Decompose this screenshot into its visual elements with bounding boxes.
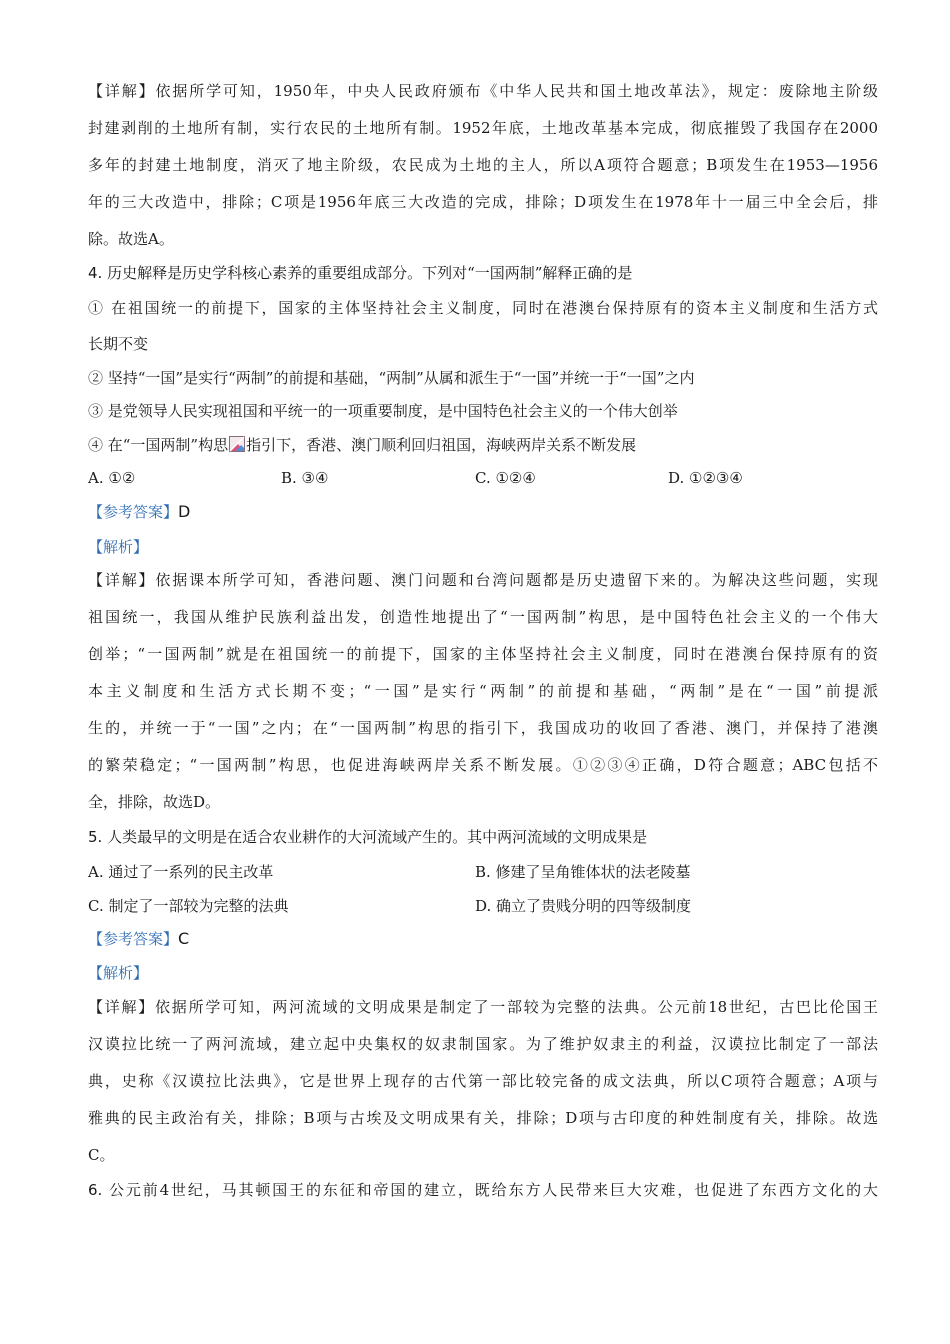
q3-detail-line-2: 封建剥削的土地所有制，实行农民的土地所有制。1952年底，土地改革基本完成，彻底摧毁了我国存在2000 <box>88 119 878 137</box>
q6-stem: 6. 公元前4世纪，马其顿国王的东征和帝国的建立，既给东方人民带来巨大灾难，也促进了东西方文化的大 <box>88 1181 878 1199</box>
q3-detail-line-3: 多年的封建土地制度，消灭了地主阶级，农民成为土地的主人，所以A项符合题意；B项发生在1953—1956 <box>88 156 878 174</box>
q5-detail-line-1: 【详解】依据所学可知，两河流域的文明成果是制定了一部较为完整的法典。公元前18世纪，古巴比伦国王 <box>88 998 878 1016</box>
q5-detail-line-3: 典，史称《汉谟拉比法典》，它是世界上现存的古代第一部比较完备的成文法典，所以C项符合题意；A项与 <box>88 1072 878 1090</box>
q4-detail-line-6: 的繁荣稳定；“一国两制”构思，也促进海峡两岸关系不断发展。①②③④正确，D符合题意；ABC包括不 <box>88 756 878 774</box>
q4-detail-line-7: 全，排除，故选D。 <box>88 793 221 811</box>
q4-number: 4 <box>88 264 98 282</box>
q4-option-b: B. ③④ <box>281 469 329 487</box>
q4-stem: 4. 历史解释是历史学科核心素养的重要组成部分。下列对“一国两制”解释正确的是 <box>88 264 633 282</box>
q4-item-2: ② 坚持“一国”是实行“两制”的前提和基础，“两制”从属和派生于“一国”并统一于“一国”之内 <box>88 369 695 387</box>
q4-item-3: ③ 是党领导人民实现祖国和平统一的一项重要制度，是中国特色社会主义的一个伟大创举 <box>88 402 678 420</box>
q5-detail-line-4: 雅典的民主政治有关，排除；B项与古埃及文明成果有关，排除；D项与古印度的种姓制度有关，排除。故选 <box>88 1109 878 1127</box>
q4-detail-line-1: 【详解】依据课本所学可知，香港问题、澳门问题和台湾问题都是历史遗留下来的。为解决这些问题，实现 <box>88 571 878 589</box>
q5-number: 5 <box>88 828 98 846</box>
q3-detail-line-4: 年的三大改造中，排除；C项是1956年底三大改造的完成，排除；D项发生在1978年十一届三中全会后，排 <box>88 193 878 211</box>
q3-detail-line-1: 【详解】依据所学可知，1950年，中央人民政府颁布《中华人民共和国土地改革法》，规定：废除地主阶级 <box>88 82 878 100</box>
q4-option-d: D. ①②③④ <box>668 469 743 487</box>
q4-detail-line-3: 创举；“一国两制”就是在祖国统一的前提下，国家的主体坚持社会主义制度，同时在港澳台保持原有的资 <box>88 645 878 663</box>
q4-item-1: ① 在祖国统一的前提下，国家的主体坚持社会主义制度，同时在港澳台保持原有的资本主义制度和生活方式 <box>88 299 878 317</box>
q5-answer: 【参考答案】C <box>88 929 190 948</box>
q4-answer: 【参考答案】D <box>88 502 191 521</box>
q4-option-c: C. ①②④ <box>475 469 536 487</box>
q5-analysis-heading: 【解析】 <box>88 964 149 982</box>
broken-image-icon <box>229 436 245 452</box>
q5-detail-line-2: 汉谟拉比统一了两河流域，建立起中央集权的奴隶制国家。为了维护奴隶主的利益，汉谟拉比制定了一部法 <box>88 1035 878 1053</box>
q5-option-a: A. 通过了一系列的民主改革 <box>88 863 274 881</box>
q4-item-4: ④ 在“一国两制”构思 指引下，香港、澳门顺利回归祖国，海峡两岸关系不断发展 <box>88 436 637 454</box>
q4-analysis-heading: 【解析】 <box>88 538 149 556</box>
q5-detail-line-5: C。 <box>88 1146 115 1164</box>
q4-detail-line-4: 本主义制度和生活方式长期不变；“一国”是实行“两制”的前提和基础，“两制”是在“一国”前提派 <box>88 682 878 700</box>
q3-detail-line-5: 除。故选A。 <box>88 230 174 248</box>
q4-option-a: A. ①② <box>88 469 136 487</box>
q4-detail-line-2: 祖国统一，我国从维护民族利益出发，创造性地提出了“一国两制”构思，是中国特色社会主义的一个伟大 <box>88 608 878 626</box>
q5-option-d: D. 确立了贵贱分明的四等级制度 <box>475 897 692 915</box>
q6-number: 6 <box>88 1181 98 1199</box>
q4-detail-line-5: 生的，并统一于“一国”之内；在“一国两制”构思的指引下，我国成功的收回了香港、澳门，并保持了港澳 <box>88 719 878 737</box>
q5-option-b: B. 修建了呈角锥体状的法老陵墓 <box>475 863 691 881</box>
q5-stem: 5. 人类最早的文明是在适合农业耕作的大河流域产生的。其中两河流域的文明成果是 <box>88 828 648 846</box>
q5-option-c: C. 制定了一部较为完整的法典 <box>88 897 289 915</box>
q4-item-1-cont: 长期不变 <box>88 335 149 353</box>
